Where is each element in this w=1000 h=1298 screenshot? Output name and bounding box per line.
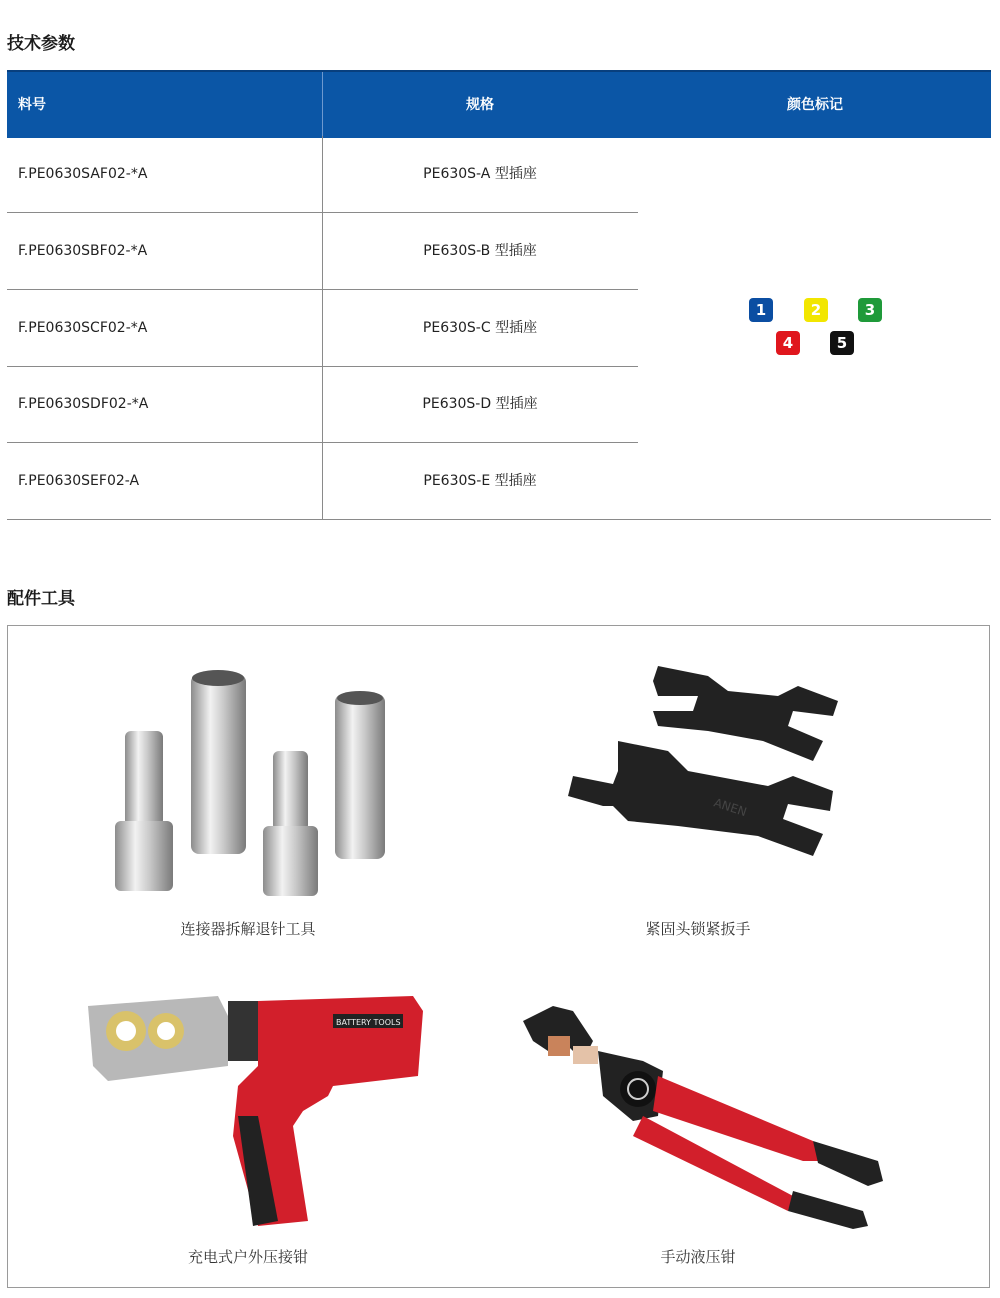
double-spanner-icon <box>558 656 848 906</box>
header-spec: 规格 <box>466 97 494 113</box>
tools-panel <box>7 625 990 1288</box>
specs-section-title: 技术参数 <box>7 34 75 54</box>
row-spec: PE630S-D 型插座 <box>422 396 538 412</box>
header-code: 料号 <box>18 97 46 113</box>
spec-table <box>7 70 991 520</box>
battery-crimper-icon <box>78 986 428 1231</box>
pin-removal-tool-icon <box>103 666 393 901</box>
color-mark-blue: 1 <box>749 298 773 322</box>
svg-text:ANEN: ANEN <box>712 795 749 820</box>
svg-text:BATTERY TOOLS: BATTERY TOOLS <box>336 1018 401 1027</box>
row-code: F.PE0630SBF02-*A <box>18 243 148 259</box>
tool-caption: 手动液压钳 <box>660 1248 736 1266</box>
tool-caption: 充电式户外压接钳 <box>187 1248 308 1266</box>
column-divider <box>322 136 323 520</box>
row-spec: PE630S-E 型插座 <box>423 473 537 489</box>
table-header <box>7 70 991 138</box>
color-mark-red: 4 <box>776 331 800 355</box>
color-mark-black: 5 <box>830 331 854 355</box>
row-code: F.PE0630SDF02-*A <box>18 396 149 412</box>
header-color: 颜色标记 <box>787 97 843 113</box>
row-spec: PE630S-B 型插座 <box>423 243 537 259</box>
tools-section-title: 配件工具 <box>7 589 75 609</box>
table-bottom-border <box>7 519 991 520</box>
row-spec: PE630S-C 型插座 <box>422 320 538 336</box>
row-code: F.PE0630SCF02-*A <box>18 320 148 336</box>
hydraulic-crimper-icon <box>513 1001 893 1231</box>
row-code: F.PE0630SAF02-*A <box>18 166 148 182</box>
tool-caption: 紧固头锁紧扳手 <box>645 920 751 938</box>
row-code: F.PE0630SEF02-A <box>18 473 140 489</box>
row-spec: PE630S-A 型插座 <box>423 166 537 182</box>
color-mark-yellow: 2 <box>804 298 828 322</box>
tool-caption: 连接器拆解退针工具 <box>180 920 316 938</box>
color-mark-green: 3 <box>858 298 882 322</box>
